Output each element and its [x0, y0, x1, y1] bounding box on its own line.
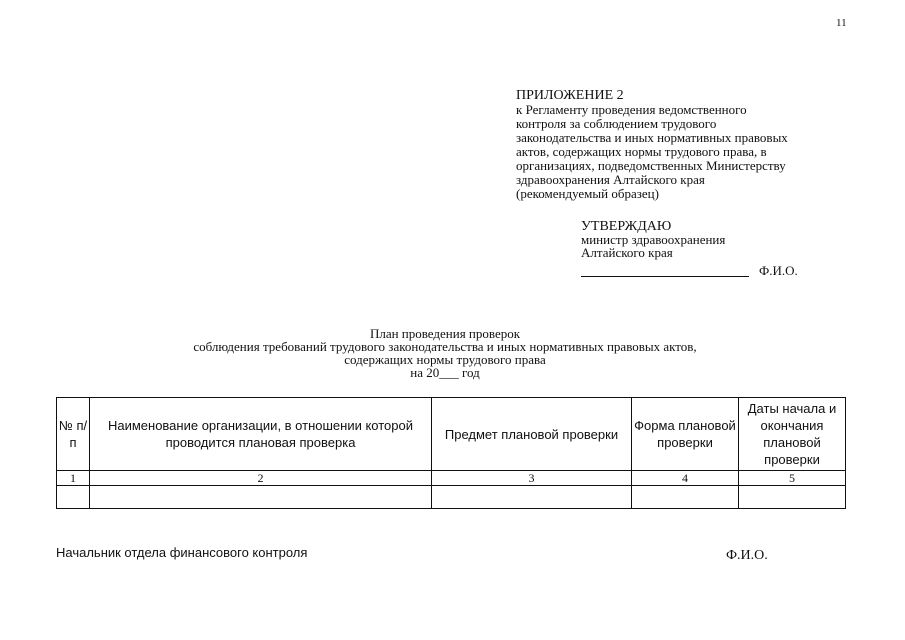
- header-subject: Предмет плановой проверки: [432, 398, 632, 471]
- appendix-line: к Регламенту проведения ведомственного: [516, 102, 747, 117]
- approval-signature-row: [581, 262, 841, 280]
- header-organization: Наименование организации, в отношении которой проводится плановая проверка: [90, 398, 432, 471]
- appendix-line: законодательства и иных нормативных правовых: [516, 130, 788, 145]
- column-number: 1: [57, 471, 90, 486]
- appendix-line: здравоохранения Алтайского края: [516, 172, 705, 187]
- approval-signature-name: Ф.И.О.: [759, 263, 798, 278]
- table-cell: [739, 486, 846, 509]
- appendix-block: [516, 89, 856, 201]
- column-number: 2: [90, 471, 432, 486]
- column-number: 5: [739, 471, 846, 486]
- appendix-line: (рекомендуемый образец): [516, 186, 659, 201]
- column-number-row: [57, 471, 846, 486]
- footer-position: Начальник отдела финансового контроля: [56, 545, 308, 560]
- plan-title-line: на 20___ год: [410, 365, 480, 380]
- header-form: Форма плановой проверки: [632, 398, 739, 471]
- header-dates: Даты начала и окончания плановой проверки: [739, 398, 846, 471]
- approval-line: министр здравоохранения: [581, 232, 726, 247]
- appendix-line: контроля за соблюдением трудового: [516, 116, 717, 131]
- table-cell: [632, 486, 739, 509]
- approval-line: Алтайского края: [581, 245, 673, 260]
- plan-title-line: содержащих нормы трудового права: [344, 352, 546, 367]
- signature-line: [581, 276, 749, 277]
- page-number: 11: [836, 17, 847, 29]
- appendix-line: актов, содержащих нормы трудового права, в: [516, 144, 767, 159]
- approval-block: [581, 220, 841, 259]
- approval-heading: УТВЕРЖДАЮ: [581, 219, 672, 234]
- column-number: 4: [632, 471, 739, 486]
- plan-title-line: соблюдения требований трудового законодательства и иных нормативных правовых актов,: [193, 339, 697, 354]
- plan-table: [56, 397, 846, 509]
- appendix-title: ПРИЛОЖЕНИЕ 2: [516, 88, 624, 103]
- footer-name: Ф.И.О.: [726, 548, 768, 563]
- appendix-line: организациях, подведомственных Министерству: [516, 158, 786, 173]
- table-row: [57, 486, 846, 509]
- plan-table-wrapper: [56, 397, 846, 509]
- plan-title-line: План проведения проверок: [369, 326, 521, 341]
- table-cell: [90, 486, 432, 509]
- column-number: 3: [432, 471, 632, 486]
- header-number: № п/п: [57, 398, 90, 471]
- plan-title-block: [120, 327, 770, 379]
- table-cell: [432, 486, 632, 509]
- table-header-row: [57, 398, 846, 471]
- table-cell: [57, 486, 90, 509]
